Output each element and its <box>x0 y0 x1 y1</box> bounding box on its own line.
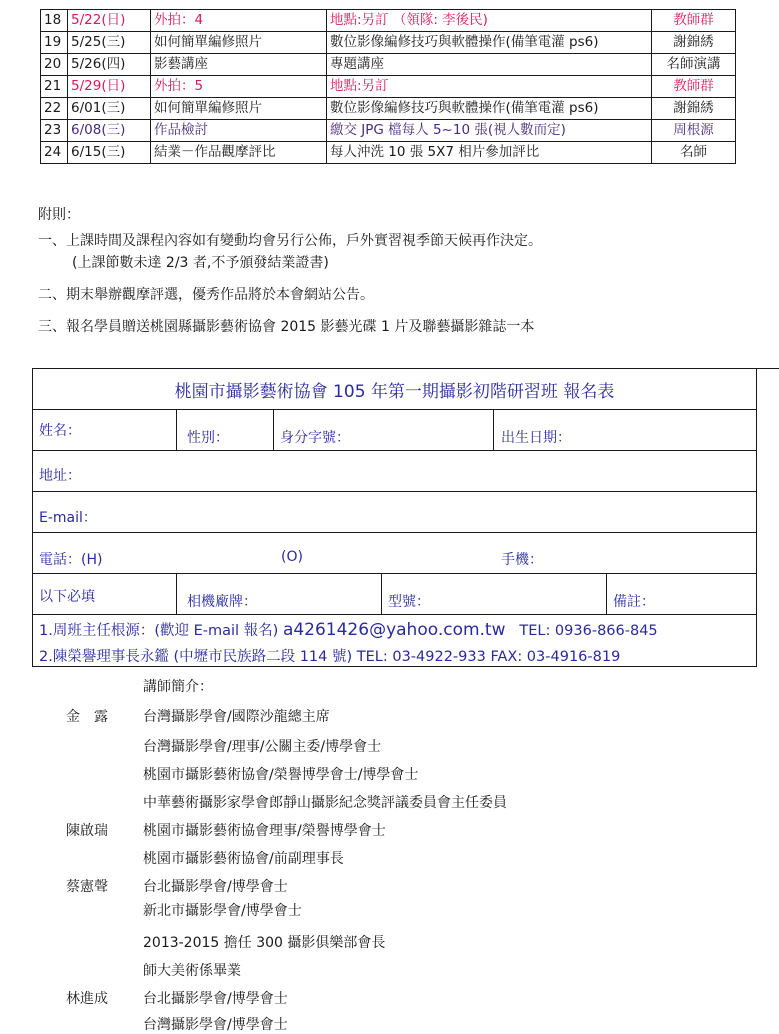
camera-brand-cell[interactable] <box>176 574 381 614</box>
contact-1-tel: TEL: 0936-866-845 <box>519 623 658 639</box>
session-topic: 結業－作品觀摩評比 <box>151 142 327 164</box>
instructor-credential: 新北市攝影學會/博學會士 <box>143 903 302 919</box>
address-label: 地址： <box>39 468 81 484</box>
instructor-credential: 台灣攝影學會/國際沙龍總主席 <box>143 709 330 725</box>
schedule-row <box>41 32 736 54</box>
session-date: 5/26(四) <box>68 54 151 76</box>
session-number: 23 <box>41 120 68 142</box>
instructor-name: 金 露 <box>66 709 108 725</box>
instructor-name: 陳啟瑞 <box>66 823 108 839</box>
session-instructor: 教師群 <box>652 10 736 32</box>
instructor-credential: 台灣攝影學會/理事/公關主委/博學會士 <box>143 739 382 755</box>
course-schedule-table <box>40 9 736 164</box>
session-instructor: 名師 <box>652 142 736 164</box>
id-number-cell[interactable] <box>273 410 493 450</box>
session-topic: 外拍：4 <box>151 10 327 32</box>
session-date: 6/08(三) <box>68 120 151 142</box>
session-number: 20 <box>41 54 68 76</box>
mobile-label: 手機： <box>501 552 543 568</box>
model-label: 型號： <box>388 594 430 610</box>
instructor-credential: 桃園市攝影藝術協會/前副理事長 <box>143 851 344 867</box>
session-topic: 如何簡單編修照片 <box>151 98 327 120</box>
note-1: 一、上課時間及課程內容如有變動均會另行公佈，戶外實習視季節天候再作決定。 <box>38 233 542 249</box>
notes-heading: 附則： <box>38 207 80 223</box>
schedule-row <box>41 10 736 32</box>
schedule-row <box>41 54 736 76</box>
schedule-row <box>41 120 736 142</box>
instructor-credential: 台灣攝影學會/博學會士 <box>143 1017 288 1033</box>
instructor-credential: 2013-2015 擔任 300 攝影俱樂部會長 <box>143 935 386 951</box>
note-2: 二、期末舉辦觀摩評選，優秀作品將於本會網站公告。 <box>38 287 374 303</box>
model-cell[interactable] <box>381 574 606 614</box>
session-topic: 作品檢討 <box>151 120 327 142</box>
note-1-sub: (上課節數未達 2/3 者,不予頒發結業證書) <box>72 255 329 271</box>
session-instructor: 周根源 <box>652 120 736 142</box>
schedule-row <box>41 142 736 164</box>
session-instructor: 教師群 <box>652 76 736 98</box>
email-field[interactable] <box>33 491 756 532</box>
instructor-credential: 台北攝影學會/博學會士 <box>143 879 288 895</box>
contact-line-2: 2.陳榮譽理事長永鑑 (中壢市民族路二段 114 號) TEL: 03-4922-933 FAX: 03-4916-819 <box>39 649 621 665</box>
session-date: 5/22(日) <box>68 10 151 32</box>
session-description: 數位影像編修技巧與軟體操作(備筆電灌 ps6) <box>327 32 652 54</box>
session-instructor: 謝錦綉 <box>652 98 736 120</box>
form-row-phone <box>33 532 756 573</box>
remark-label: 備註： <box>613 594 655 610</box>
id-number-label: 身分字號： <box>280 430 350 446</box>
session-date: 5/29(日) <box>68 76 151 98</box>
instructor-credential: 台北攝影學會/博學會士 <box>143 991 288 1007</box>
session-number: 21 <box>41 76 68 98</box>
session-number: 19 <box>41 32 68 54</box>
form-row-identity <box>33 409 756 450</box>
instructor-credential: 中華藝術攝影家學會郎靜山攝影紀念獎評議委員會主任委員 <box>143 795 507 811</box>
contact-line-1 <box>39 619 658 640</box>
session-instructor: 名師演講 <box>652 54 736 76</box>
divider-line <box>757 368 779 369</box>
form-row-contact <box>33 614 756 667</box>
session-number: 24 <box>41 142 68 164</box>
session-date: 6/01(三) <box>68 98 151 120</box>
schedule-row <box>41 76 736 98</box>
phone-office-label: (O) <box>281 549 303 565</box>
phone-home-label: 電話：(H) <box>39 552 103 568</box>
session-topic: 外拍：5 <box>151 76 327 98</box>
birth-date-label: 出生日期： <box>501 430 571 446</box>
session-description: 地點:另訂 <box>327 76 652 98</box>
form-row-camera <box>33 573 756 614</box>
session-description: 地點:另訂 （領隊: 李後民) <box>327 10 652 32</box>
address-field[interactable] <box>33 450 756 491</box>
birth-date-cell[interactable] <box>493 410 758 450</box>
contact-1-text: 1.周班主任根源：(歡迎 E-mail 報名) <box>39 623 279 639</box>
required-label: 以下必填 <box>39 589 95 605</box>
registration-form <box>32 368 757 667</box>
session-description: 每人沖洗 10 張 5X7 相片參加評比 <box>327 142 652 164</box>
contact-email-link[interactable]: a4261426@yahoo.com.tw <box>282 620 506 640</box>
session-description: 繳交 JPG 檔每人 5~10 張(視人數而定) <box>327 120 652 142</box>
session-number: 18 <box>41 10 68 32</box>
form-title: 桃園市攝影藝術協會 105 年第一期攝影初階研習班 報名表 <box>174 382 615 402</box>
gender-label: 性別： <box>187 430 229 446</box>
instructor-credential: 桃園市攝影藝術協會/榮譽博學會士/博學會士 <box>143 767 419 783</box>
email-label: E-mail： <box>39 510 97 526</box>
instructor-credential: 桃園市攝影藝術協會理事/榮譽博學會士 <box>143 823 386 839</box>
instructors-heading: 講師簡介： <box>143 679 213 695</box>
session-date: 5/25(三) <box>68 32 151 54</box>
session-topic: 如何簡單編修照片 <box>151 32 327 54</box>
session-topic: 影藝講座 <box>151 54 327 76</box>
session-instructor: 謝錦綉 <box>652 32 736 54</box>
instructor-name: 林進成 <box>66 991 108 1007</box>
session-description: 數位影像編修技巧與軟體操作(備筆電灌 ps6) <box>327 98 652 120</box>
instructor-credential: 師大美術係畢業 <box>143 963 241 979</box>
gender-cell[interactable] <box>176 410 273 450</box>
instructor-name: 蔡憲聲 <box>66 879 108 895</box>
session-date: 6/15(三) <box>68 142 151 164</box>
camera-brand-label: 相機廠牌： <box>187 594 257 610</box>
note-3: 三、報名學員贈送桃園縣攝影藝術協會 2015 影藝光碟 1 片及聯藝攝影雜誌一本 <box>38 319 535 335</box>
schedule-row <box>41 98 736 120</box>
name-label: 姓名： <box>39 423 81 439</box>
remark-cell[interactable] <box>606 574 758 614</box>
session-description: 專題講座 <box>327 54 652 76</box>
session-number: 22 <box>41 98 68 120</box>
